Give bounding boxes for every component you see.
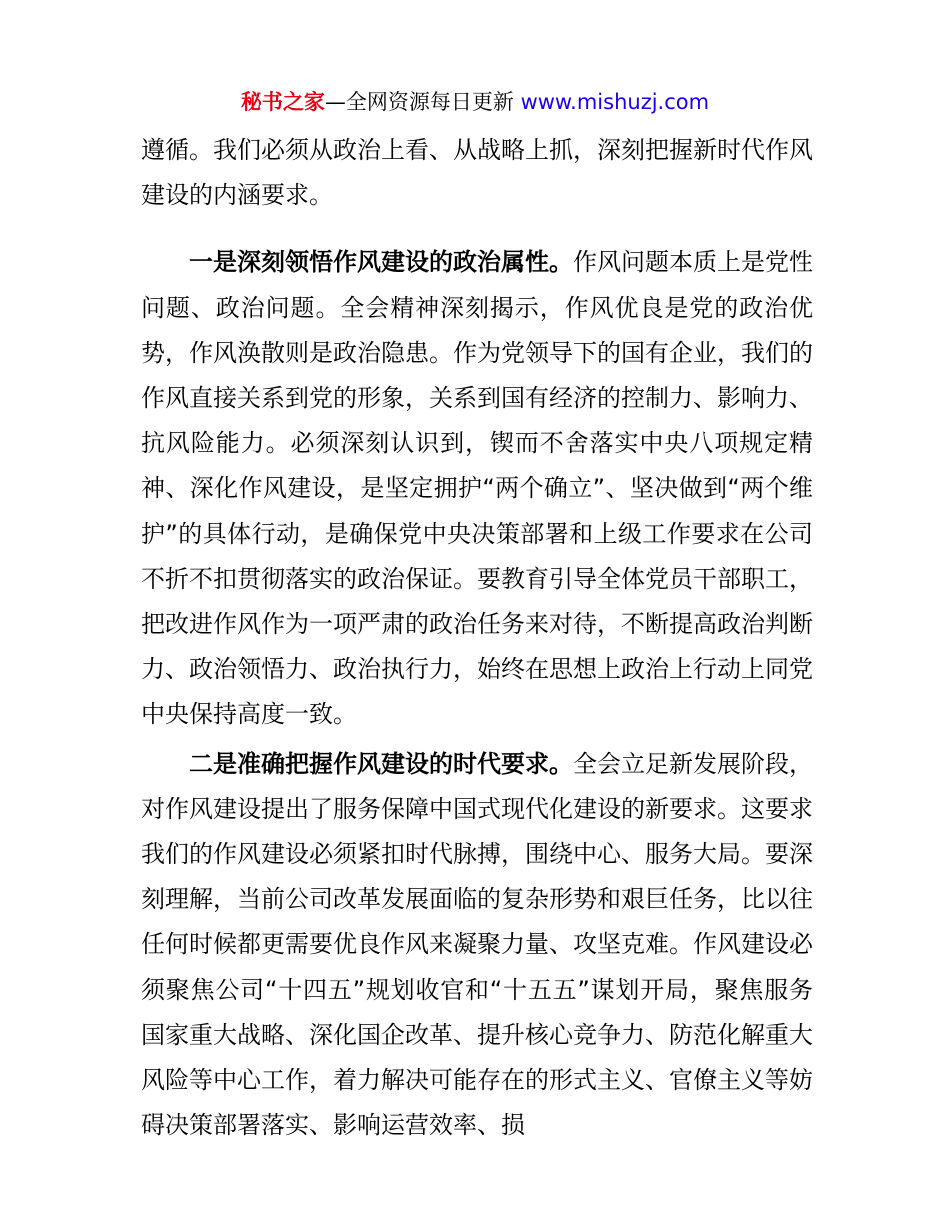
paragraph-political-attribute: [141, 240, 813, 737]
site-url-link[interactable]: www.mishuzj.com: [520, 90, 710, 114]
brand-name: 秘书之家: [240, 90, 325, 114]
paragraph-heading: 二是准确把握作风建设的时代要求。: [189, 749, 573, 778]
paragraph-text: 遵循。我们必须从政治上看、从战略上抓，深刻把握新时代作风建设的内涵要求。: [141, 136, 813, 210]
paragraph-text: 全会立足新发展阶段，对作风建设提出了服务保障中国式现代化建设的新要求。这要求我们的作风建设必须紧扣时代脉搏，围绕中心、服务大局。要深刻理解，当前公司改革发展面临的复杂形势和艰巨任务，比以往任何时候都更需要优良作风来凝聚力量、攻坚克难。作风建设必须聚焦公司“十四五”规划收官和“十五五”谋划开局，聚焦服务国家重大战略、深化国企改革、提升核心竞争力、防范化解重大风险等中心工作，着力解决可能存在的形式主义、官僚主义等妨碍决策部署落实、影响运营效率、损: [141, 749, 813, 1140]
document-body: [141, 128, 813, 1148]
page-header: [0, 86, 950, 118]
header-tagline: —全网资源每日更新: [324, 90, 521, 114]
paragraph-continuation: [141, 128, 813, 218]
paragraph-text: 作风问题本质上是党性问题、政治问题。全会精神深刻揭示，作风优良是党的政治优势，作风涣散则是政治隐患。作为党领导下的国有企业，我们的作风直接关系到党的形象，关系到国有经济的控制力、影响力、抗风险能力。必须深刻认识到，锲而不舍落实中央八项规定精神、深化作风建设，是坚定拥护“两个确立”、坚决做到“两个维护”的具体行动，是确保党中央决策部署和上级工作要求在公司不折不扣贯彻落实的政治保证。要教育引导全体党员干部职工，把改进作风作为一项严肃的政治任务来对待，不断提高政治判断力、政治领悟力、政治执行力，始终在思想上政治上行动上同党中央保持高度一致。: [141, 248, 813, 729]
paragraph-heading: 一是深刻领悟作风建设的政治属性。: [189, 248, 573, 277]
paragraph-era-requirements: [141, 742, 813, 1149]
